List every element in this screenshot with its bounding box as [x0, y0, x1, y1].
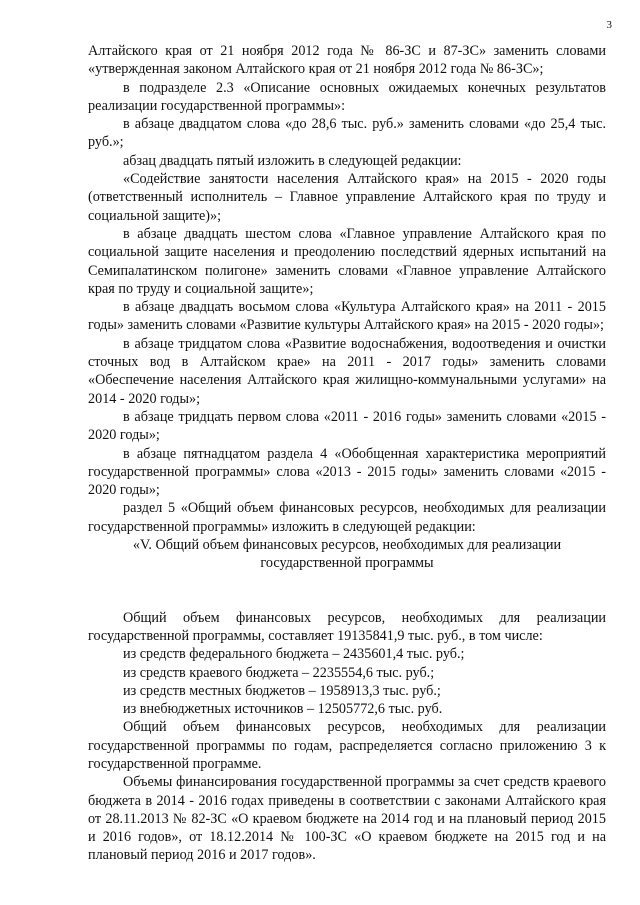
document-body [88, 42, 606, 865]
paragraph-funding-by-years: Общий объем финансовых ресурсов, необходимых для реализации государственной программы по годам, распределяется согласно приложению 3 к государственной программе. [88, 719, 606, 772]
paragraph-twentieth: в абзаце двадцатом слова «до 28,6 тыс. руб.» заменить словами «до 25,4 тыс. руб.»; [88, 116, 606, 151]
paragraph-section-4: в абзаце пятнадцатом раздела 4 «Обобщенная характеристика мероприятий государственной программы» слова «2013 - 2015 годы» заменить словами «2015 - 2020 годы»; [88, 445, 606, 499]
funding-source-federal: из средств федерального бюджета – 2435601,4 тыс. руб.; [123, 646, 465, 663]
page-number: 3 [606, 19, 612, 31]
paragraph-thirtieth: в абзаце тридцатом слова «Развитие водоснабжения, водоотведения и очистки сточных вод в Алтайском крае» на 2011 - 2017 годы» заменить словами «Обеспечение населения Алтайского края жилищно-коммунальными услугами» на 2014 - 2020 годы»; [88, 335, 606, 407]
section-heading-line-1: «V. Общий объем финансовых ресурсов, необходимых для реализации [132, 537, 562, 554]
paragraph-twenty-fifth: абзац двадцать пятый изложить в следующей редакции: [123, 152, 462, 169]
paragraph-total-funding: Общий объем финансовых ресурсов, необходимых для реализации государственной программы, составляет 19135841,9 тыс. руб., в том числе: [88, 609, 606, 644]
paragraph-employment-quote: «Содействие занятости населения Алтайского края» на 2015 - 2020 годы (ответственный исполнитель – Главное управление Алтайского края по труду и социальной защите)»; [88, 171, 606, 224]
section-heading-line-2: государственной программы [260, 555, 434, 572]
paragraph-section-5: раздел 5 «Общий объем финансовых ресурсов, необходимых для реализации государственной программы» изложить в следующей редакции: [88, 500, 606, 535]
paragraph-thirty-first: в абзаце тридцать первом слова «2011 - 2016 годы» заменить словами «2015 - 2020 годы»; [88, 408, 606, 444]
paragraph-twenty-eighth: в абзаце двадцать восьмом слова «Культура Алтайского края» на 2011 - 2015 годы» заменить словами «Развитие культуры Алтайского края» на 2015 - 2020 годы»; [88, 299, 606, 334]
funding-source-regional: из средств краевого бюджета – 2235554,6 тыс. руб.; [123, 664, 435, 681]
funding-source-extrabudgetary: из внебюджетных источников – 12505772,6 тыс. руб. [123, 701, 443, 718]
paragraph-subsection-2-3: в подразделе 2.3 «Описание основных ожидаемых конечных результатов реализации государственной программы»: [88, 79, 606, 114]
funding-source-local: из средств местных бюджетов – 1958913,3 тыс. руб.; [123, 682, 441, 699]
paragraph-regional-budget-laws: Объемы финансирования государственной программы за счет средств краевого бюджета в 2014 - 2016 годах приведены в соответствии с законами Алтайского края от 28.11.2013 № 82-ЗС «О краевом бюджете на 2014 год и на плановый период 2015 и 2016 годов», от 18.12.2014 № 100-ЗС «О краевом бюджете на 2015 год и на плановый период 2016 и 2017 годов». [88, 774, 606, 864]
section-spacer [88, 573, 606, 609]
paragraph-twenty-sixth: в абзаце двадцать шестом слова «Главное управление Алтайского края по социальной защите населения и преодолению последствий ядерных испытаний на Семипалатинском полигоне» заменить словами «Главное управление Алтайского края по труду и социальной защите»; [88, 225, 606, 297]
paragraph-continuation: Алтайского края от 21 ноября 2012 года № 86-ЗС и 87-ЗС» заменить словами «утвержденная законом Алтайского края от 21 ноября 2012 года № 86-ЗС»; [88, 43, 606, 78]
